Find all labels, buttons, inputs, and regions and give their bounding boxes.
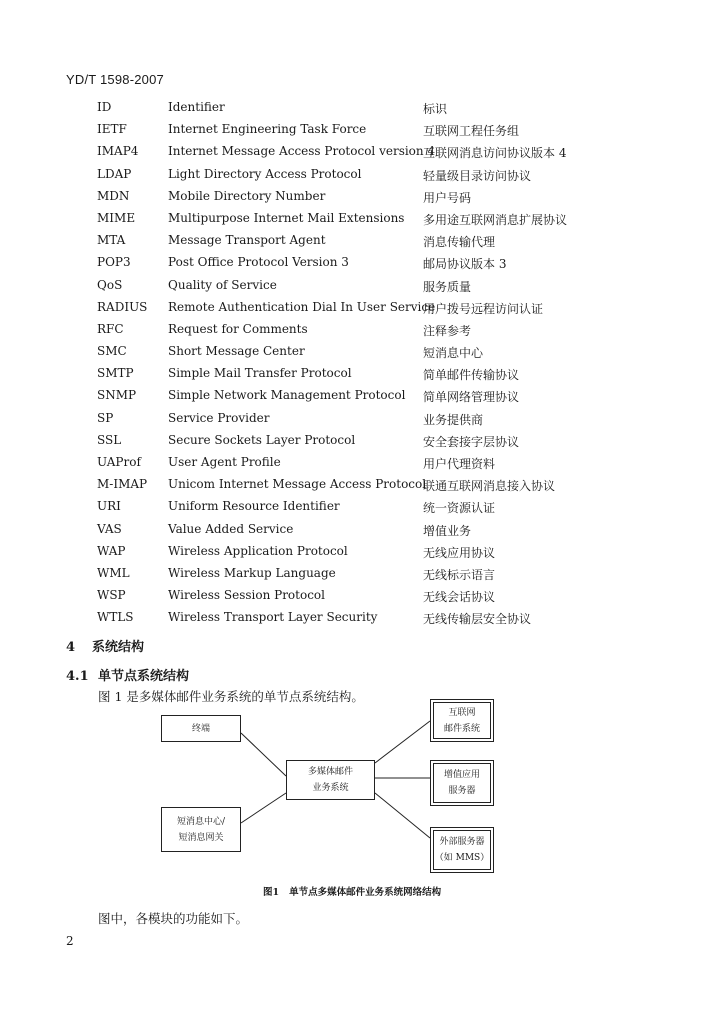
english-term: Wireless Application Protocol (168, 543, 348, 558)
english-term: User Agent Profile (168, 455, 281, 469)
connector-sms (241, 793, 286, 823)
page-number: 2 (66, 934, 74, 948)
section-number: 4 (66, 640, 76, 655)
chinese-term: 安全套接字层协议 (423, 434, 520, 449)
abbreviation: SNMP (97, 388, 137, 403)
node-label: 多媒体邮件 (307, 767, 353, 777)
document-code: YD/T 1598-2007 (66, 72, 164, 87)
english-term: Remote Authentication Dial In User Service (168, 299, 436, 314)
abbreviation-row (97, 362, 657, 384)
abbreviation-row (97, 407, 657, 429)
abbreviation: MDN (97, 188, 130, 203)
chinese-term: 互联网消息访问协议版本 4 (423, 146, 567, 161)
abbreviation-row (97, 118, 657, 140)
abbreviation-row (97, 473, 657, 495)
node-label: 终端 (191, 723, 210, 734)
abbreviation: MIME (97, 210, 136, 225)
chinese-term: 邮局协议版本 3 (423, 257, 507, 272)
chinese-term: 标识 (423, 102, 448, 116)
abbreviation-row (97, 606, 657, 628)
english-term: Message Transport Agent (168, 233, 326, 248)
intro-paragraph: 图 1 是多媒体邮件业务系统的单节点系统结构。 (98, 689, 364, 704)
abbreviation: WTLS (97, 610, 134, 625)
abbreviation-list (97, 96, 657, 629)
chinese-term: 短消息中心 (423, 346, 484, 361)
chinese-term: 简单邮件传输协议 (423, 368, 520, 383)
chinese-term: 无线标示语言 (423, 567, 496, 582)
connector-external (375, 793, 430, 838)
abbreviation-row (97, 251, 657, 273)
chinese-term: 无线传输层安全协议 (423, 612, 532, 627)
abbreviation-row (97, 429, 657, 451)
abbreviation-row (97, 207, 657, 229)
connector-internet (375, 721, 430, 763)
abbreviation: WML (97, 565, 130, 580)
abbreviation-row (97, 96, 657, 118)
abbreviation: SP (97, 410, 114, 425)
chinese-term: 用户号码 (423, 190, 472, 205)
english-term: Request for Comments (168, 321, 308, 336)
outro-paragraph: 图中，各模块的功能如下。 (98, 911, 249, 926)
external-server-node (433, 830, 491, 870)
chinese-term: 用户代理资料 (423, 457, 496, 471)
abbreviation: SSL (97, 432, 122, 447)
terminal-node (161, 715, 241, 742)
node-label: 邮件系统 (443, 723, 480, 734)
english-term: Unicom Internet Message Access Protocol (168, 477, 427, 492)
english-term: Wireless Markup Language (168, 565, 336, 580)
abbreviation-row (97, 318, 657, 340)
abbreviation: UAProf (97, 455, 141, 469)
chinese-term: 轻量级目录访问协议 (423, 168, 532, 183)
abbreviation: RADIUS (97, 299, 148, 314)
chinese-term: 增值业务 (423, 523, 472, 538)
abbreviation: VAS (97, 521, 122, 536)
english-term: Multipurpose Internet Mail Extensions (168, 210, 405, 225)
abbreviation-row (97, 163, 657, 185)
english-term: Identifier (168, 100, 225, 114)
chinese-term: 联通互联网消息接入协议 (423, 479, 556, 494)
section-number: 4.1 (66, 669, 89, 684)
node-label: （如 MMS） (434, 853, 490, 863)
figure-title: 单节点多媒体邮件业务系统网络结构 (289, 887, 442, 898)
abbreviation-row (97, 451, 657, 473)
abbreviation-row (97, 296, 657, 318)
chinese-term: 注释参考 (423, 323, 472, 338)
abbreviation: RFC (97, 321, 124, 336)
english-term: Wireless Transport Layer Security (168, 610, 378, 625)
english-term: Secure Sockets Layer Protocol (168, 432, 356, 447)
connector-terminal (241, 733, 286, 776)
node-label: 互联网 (448, 707, 476, 718)
multimedia-mail-system-node (286, 760, 375, 800)
abbreviation: WAP (97, 543, 126, 558)
vas-server-node (433, 763, 491, 803)
figure-number: 图1 (263, 887, 280, 898)
abbreviation-row (97, 540, 657, 562)
abbreviation-row (97, 562, 657, 584)
sms-center-node (161, 807, 241, 852)
abbreviation-row (97, 340, 657, 362)
english-term: Uniform Resource Identifier (168, 499, 340, 514)
chinese-term: 用户拨号远程访问认证 (423, 301, 544, 316)
abbreviation-row (97, 274, 657, 296)
abbreviation: LDAP (97, 166, 132, 181)
english-term: Post Office Protocol Version 3 (168, 255, 349, 270)
network-diagram (150, 698, 530, 888)
chinese-term: 互联网工程任务组 (423, 124, 520, 139)
abbreviation-row (97, 518, 657, 540)
internet-mail-node (433, 702, 491, 739)
node-label: 服务器 (448, 786, 476, 796)
abbreviation-row (97, 495, 657, 517)
abbreviation: POP3 (97, 255, 131, 270)
english-term: Internet Message Access Protocol version 4 (168, 144, 436, 159)
section-4-heading (66, 636, 144, 655)
abbreviation-row (97, 584, 657, 606)
section-4-1-heading (66, 665, 189, 684)
english-term: Light Directory Access Protocol (168, 166, 362, 181)
abbreviation: URI (97, 499, 121, 514)
node-label: 增值应用 (443, 770, 480, 780)
english-term: Mobile Directory Number (168, 188, 326, 203)
chinese-term: 多用途互联网消息扩展协议 (423, 212, 568, 227)
abbreviation: M-IMAP (97, 477, 148, 492)
node-label: 外部服务器 (439, 837, 485, 847)
chinese-term: 简单网络管理协议 (423, 390, 520, 405)
abbreviation-row (97, 140, 657, 162)
abbreviation-row (97, 384, 657, 406)
english-term: Value Added Service (168, 521, 294, 536)
english-term: Quality of Service (168, 277, 277, 292)
abbreviation: QoS (97, 277, 123, 292)
english-term: Simple Mail Transfer Protocol (168, 366, 352, 381)
chinese-term: 统一资源认证 (423, 501, 496, 516)
english-term: Short Message Center (168, 344, 305, 359)
node-label: 短消息网关 (178, 832, 224, 843)
figure-caption (263, 884, 441, 898)
chinese-term: 服务质量 (423, 279, 472, 294)
english-term: Internet Engineering Task Force (168, 122, 367, 137)
chinese-term: 业务提供商 (423, 412, 484, 427)
english-term: Simple Network Management Protocol (168, 388, 406, 403)
english-term: Wireless Session Protocol (168, 588, 325, 603)
english-term: Service Provider (168, 410, 270, 425)
abbreviation: SMTP (97, 366, 134, 381)
chinese-term: 无线会话协议 (423, 590, 496, 605)
node-label: 短消息中心/ (176, 816, 226, 827)
abbreviation-row (97, 229, 657, 251)
chinese-term: 无线应用协议 (423, 545, 496, 560)
section-title: 系统结构 (92, 640, 145, 655)
abbreviation: WSP (97, 588, 126, 603)
chinese-term: 消息传输代理 (423, 235, 496, 250)
abbreviation: MTA (97, 233, 126, 248)
abbreviation-row (97, 185, 657, 207)
abbreviation: IETF (97, 122, 127, 137)
abbreviation: IMAP4 (97, 144, 139, 159)
abbreviation: ID (97, 100, 112, 114)
section-title: 单节点系统结构 (98, 669, 190, 684)
abbreviation: SMC (97, 344, 127, 359)
node-label: 业务系统 (312, 783, 349, 793)
